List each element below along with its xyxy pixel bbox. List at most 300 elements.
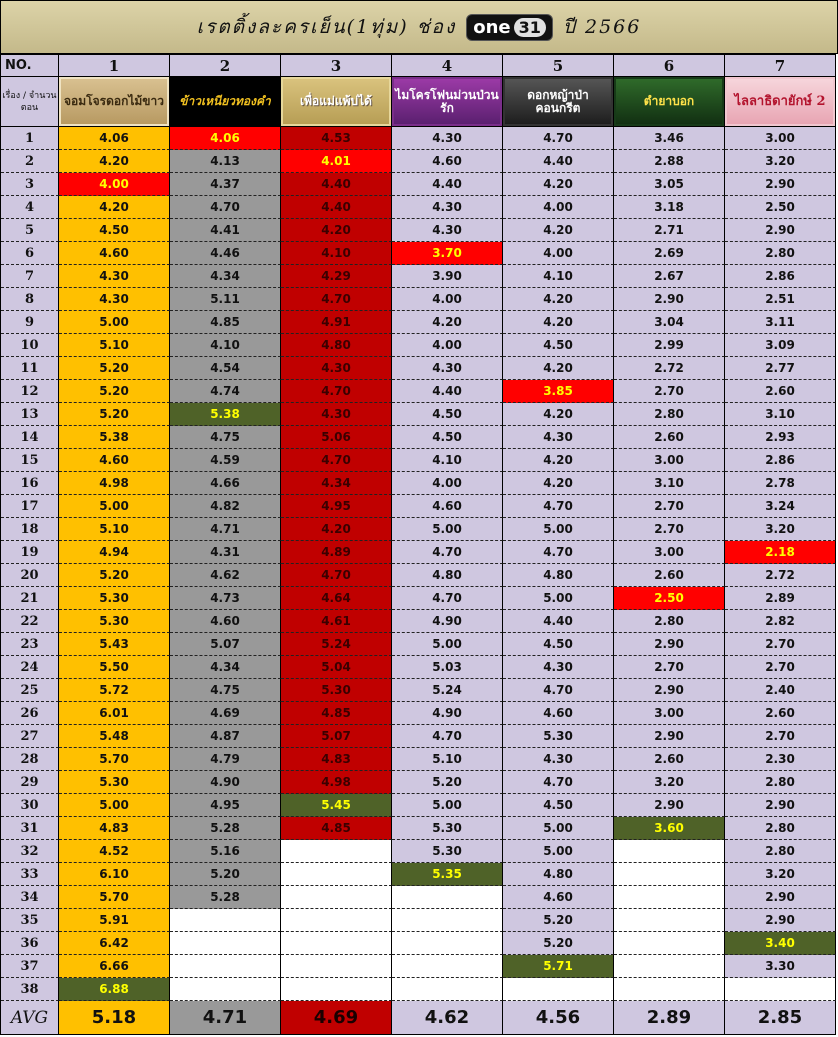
show-title-7: ไลลาธิดายักษ์ 2 [727, 79, 833, 124]
rating-cell: 4.90 [392, 610, 503, 633]
rating-cell: 4.34 [281, 472, 392, 495]
rating-cell: 4.85 [281, 817, 392, 840]
rating-cell: 4.70 [503, 127, 614, 150]
rating-cell: 2.80 [725, 771, 836, 794]
rating-cell: 4.30 [503, 748, 614, 771]
rating-cell: 5.28 [170, 817, 281, 840]
episode-number: 6 [1, 242, 59, 265]
rating-cell: 5.00 [503, 587, 614, 610]
column-number-3: 3 [281, 55, 392, 77]
episode-number: 36 [1, 932, 59, 955]
rating-cell: 4.34 [170, 265, 281, 288]
rating-cell: 3.30 [725, 955, 836, 978]
rating-cell: 4.60 [503, 702, 614, 725]
rating-cell: 3.70 [392, 242, 503, 265]
rating-cell: 2.90 [725, 794, 836, 817]
rating-cell: 4.75 [170, 426, 281, 449]
average-1: 5.18 [59, 1001, 170, 1035]
episode-number: 13 [1, 403, 59, 426]
rating-cell: 4.40 [392, 173, 503, 196]
show-title-6: ตำยาบอก [616, 79, 722, 124]
rating-cell: 4.20 [503, 173, 614, 196]
rating-cell: 4.10 [281, 242, 392, 265]
rating-cell: 2.86 [725, 265, 836, 288]
rating-cell: 2.90 [725, 219, 836, 242]
rating-cell: 2.90 [614, 679, 725, 702]
no-header: NO. [1, 55, 59, 77]
rating-cell: 6.42 [59, 932, 170, 955]
rating-cell: 4.30 [59, 265, 170, 288]
empty-cell [614, 955, 725, 978]
rating-cell: 5.43 [59, 633, 170, 656]
rating-cell: 5.11 [170, 288, 281, 311]
empty-cell [392, 932, 503, 955]
rating-cell: 2.80 [725, 840, 836, 863]
episode-count-label: เรื่อง / จำนวนตอน [1, 77, 59, 127]
rating-cell: 4.70 [392, 587, 503, 610]
rating-cell: 2.90 [725, 886, 836, 909]
column-number-6: 6 [614, 55, 725, 77]
episode-number: 16 [1, 472, 59, 495]
show-title-5: ดอกหญ้าป่าคอนกรีต [505, 79, 611, 124]
rating-cell: 2.90 [614, 725, 725, 748]
rating-cell: 6.01 [59, 702, 170, 725]
rating-cell: 4.80 [392, 564, 503, 587]
rating-cell: 4.83 [59, 817, 170, 840]
rating-cell: 2.80 [614, 403, 725, 426]
rating-cell: 2.18 [725, 541, 836, 564]
rating-cell: 4.64 [281, 587, 392, 610]
rating-cell: 3.05 [614, 173, 725, 196]
rating-cell: 4.60 [170, 610, 281, 633]
rating-cell: 5.00 [59, 311, 170, 334]
rating-cell: 2.90 [614, 794, 725, 817]
rating-cell: 2.70 [614, 495, 725, 518]
column-number-1: 1 [59, 55, 170, 77]
rating-cell: 4.10 [392, 449, 503, 472]
title-year: ปี 2566 [562, 16, 642, 38]
rating-cell: 4.80 [503, 863, 614, 886]
rating-cell: 5.00 [392, 794, 503, 817]
empty-cell [281, 909, 392, 932]
rating-cell: 2.50 [614, 587, 725, 610]
episode-number: 24 [1, 656, 59, 679]
rating-cell: 4.40 [281, 196, 392, 219]
rating-cell: 5.24 [392, 679, 503, 702]
episode-number: 38 [1, 978, 59, 1001]
rating-cell: 2.70 [725, 725, 836, 748]
episode-number: 5 [1, 219, 59, 242]
empty-cell [281, 863, 392, 886]
rating-cell: 5.04 [281, 656, 392, 679]
rating-cell: 5.48 [59, 725, 170, 748]
rating-cell: 5.20 [59, 380, 170, 403]
rating-cell: 2.93 [725, 426, 836, 449]
rating-cell: 2.70 [725, 656, 836, 679]
rating-cell: 4.98 [281, 771, 392, 794]
rating-cell: 4.70 [281, 380, 392, 403]
rating-cell: 4.20 [281, 518, 392, 541]
rating-table [0, 54, 836, 1035]
empty-cell [170, 978, 281, 1001]
rating-cell: 6.88 [59, 978, 170, 1001]
rating-cell: 5.10 [59, 518, 170, 541]
rating-cell: 4.75 [170, 679, 281, 702]
episode-number: 26 [1, 702, 59, 725]
rating-cell: 2.30 [725, 748, 836, 771]
episode-number: 33 [1, 863, 59, 886]
rating-cell: 2.70 [614, 380, 725, 403]
rating-cell: 4.00 [59, 173, 170, 196]
rating-cell: 4.60 [59, 242, 170, 265]
average-6: 2.89 [614, 1001, 725, 1035]
rating-cell: 2.89 [725, 587, 836, 610]
empty-cell [281, 978, 392, 1001]
episode-number: 34 [1, 886, 59, 909]
avg-label: AVG [1, 1001, 59, 1035]
rating-cell: 2.90 [725, 909, 836, 932]
rating-cell: 4.95 [170, 794, 281, 817]
show-title-2: ข้าวเหนียวทองคำ [172, 79, 278, 124]
empty-cell [614, 863, 725, 886]
rating-cell: 4.30 [392, 127, 503, 150]
rating-cell: 2.80 [614, 610, 725, 633]
rating-cell: 2.82 [725, 610, 836, 633]
rating-cell: 2.88 [614, 150, 725, 173]
rating-cell: 2.71 [614, 219, 725, 242]
rating-cell: 5.70 [59, 748, 170, 771]
empty-cell [281, 955, 392, 978]
rating-cell: 5.00 [392, 518, 503, 541]
rating-cell: 2.60 [725, 380, 836, 403]
rating-cell: 5.16 [170, 840, 281, 863]
rating-cell: 2.90 [725, 173, 836, 196]
rating-cell: 2.90 [614, 288, 725, 311]
rating-cell: 5.07 [170, 633, 281, 656]
rating-cell: 4.30 [59, 288, 170, 311]
rating-cell: 5.10 [392, 748, 503, 771]
average-5: 4.56 [503, 1001, 614, 1035]
title-text: เรตติ้งละครเย็น(1ทุ่ม) ช่อง [196, 16, 457, 38]
rating-cell: 4.50 [503, 794, 614, 817]
column-number-7: 7 [725, 55, 836, 77]
rating-cell: 5.00 [392, 633, 503, 656]
empty-cell [170, 932, 281, 955]
rating-cell: 4.70 [503, 771, 614, 794]
rating-cell: 4.30 [503, 426, 614, 449]
rating-cell: 4.70 [281, 564, 392, 587]
show-poster-7 [725, 77, 836, 127]
episode-number: 14 [1, 426, 59, 449]
rating-cell: 5.00 [503, 518, 614, 541]
rating-cell: 5.45 [281, 794, 392, 817]
rating-cell: 4.20 [503, 311, 614, 334]
rating-cell: 4.59 [170, 449, 281, 472]
rating-cell: 4.82 [170, 495, 281, 518]
empty-cell [614, 909, 725, 932]
rating-cell: 2.99 [614, 334, 725, 357]
empty-cell [392, 978, 503, 1001]
rating-cell: 4.20 [281, 219, 392, 242]
show-title-4: ไมโครโฟนม่วนป่วนรัก [394, 79, 500, 124]
rating-cell: 5.70 [59, 886, 170, 909]
rating-cell: 4.00 [503, 242, 614, 265]
rating-cell: 4.85 [170, 311, 281, 334]
rating-cell: 3.10 [614, 472, 725, 495]
show-poster-2 [170, 77, 281, 127]
rating-cell: 3.46 [614, 127, 725, 150]
rating-cell: 4.83 [281, 748, 392, 771]
episode-number: 8 [1, 288, 59, 311]
empty-cell [725, 978, 836, 1001]
rating-cell: 3.24 [725, 495, 836, 518]
rating-cell: 4.70 [392, 541, 503, 564]
rating-cell: 4.13 [170, 150, 281, 173]
rating-cell: 5.30 [59, 587, 170, 610]
episode-number: 4 [1, 196, 59, 219]
rating-cell: 4.98 [59, 472, 170, 495]
channel-logo-text: one [473, 16, 511, 38]
rating-cell: 3.04 [614, 311, 725, 334]
rating-cell: 2.60 [614, 748, 725, 771]
rating-cell: 4.66 [170, 472, 281, 495]
rating-cell: 5.20 [503, 909, 614, 932]
rating-cell: 4.10 [503, 265, 614, 288]
rating-cell: 2.40 [725, 679, 836, 702]
rating-cell: 4.34 [170, 656, 281, 679]
rating-cell: 5.00 [503, 840, 614, 863]
rating-cell: 4.70 [281, 288, 392, 311]
show-poster-1 [59, 77, 170, 127]
rating-cell: 4.30 [392, 219, 503, 242]
rating-cell: 4.30 [503, 656, 614, 679]
rating-cell: 2.69 [614, 242, 725, 265]
episode-number: 23 [1, 633, 59, 656]
empty-cell [170, 955, 281, 978]
empty-cell [614, 886, 725, 909]
rating-cell: 5.10 [59, 334, 170, 357]
rating-cell: 4.70 [392, 725, 503, 748]
rating-cell: 4.50 [392, 426, 503, 449]
rating-cell: 5.20 [59, 564, 170, 587]
rating-cell: 4.87 [170, 725, 281, 748]
empty-cell [503, 978, 614, 1001]
rating-cell: 4.40 [392, 380, 503, 403]
empty-cell [392, 955, 503, 978]
rating-cell: 3.00 [725, 127, 836, 150]
rating-cell: 3.11 [725, 311, 836, 334]
rating-cell: 4.73 [170, 587, 281, 610]
rating-cell: 4.20 [59, 196, 170, 219]
rating-cell: 4.20 [503, 403, 614, 426]
rating-cell: 3.20 [614, 771, 725, 794]
rating-cell: 2.67 [614, 265, 725, 288]
episode-number: 17 [1, 495, 59, 518]
rating-cell: 2.50 [725, 196, 836, 219]
episode-number: 9 [1, 311, 59, 334]
rating-cell: 4.94 [59, 541, 170, 564]
episode-number: 31 [1, 817, 59, 840]
episode-number: 29 [1, 771, 59, 794]
rating-cell: 2.72 [725, 564, 836, 587]
rating-cell: 4.06 [170, 127, 281, 150]
rating-cell: 4.85 [281, 702, 392, 725]
rating-cell: 4.62 [170, 564, 281, 587]
rating-cell: 2.72 [614, 357, 725, 380]
episode-number: 35 [1, 909, 59, 932]
rating-cell: 4.70 [503, 679, 614, 702]
episode-number: 11 [1, 357, 59, 380]
rating-cell: 4.40 [503, 610, 614, 633]
episode-number: 19 [1, 541, 59, 564]
rating-cell: 5.03 [392, 656, 503, 679]
rating-cell: 5.28 [170, 886, 281, 909]
rating-cell: 5.30 [59, 771, 170, 794]
rating-cell: 5.00 [503, 817, 614, 840]
rating-cell: 4.30 [281, 357, 392, 380]
average-7: 2.85 [725, 1001, 836, 1035]
rating-cell: 5.30 [392, 817, 503, 840]
rating-cell: 4.61 [281, 610, 392, 633]
title-bar [0, 0, 838, 54]
rating-cell: 4.20 [503, 219, 614, 242]
episode-number: 28 [1, 748, 59, 771]
channel-logo [466, 14, 553, 41]
rating-cell: 5.35 [392, 863, 503, 886]
rating-cell: 2.60 [725, 702, 836, 725]
episode-number: 37 [1, 955, 59, 978]
rating-cell: 5.50 [59, 656, 170, 679]
average-2: 4.71 [170, 1001, 281, 1035]
rating-cell: 4.70 [503, 541, 614, 564]
rating-cell: 5.30 [281, 679, 392, 702]
rating-cell: 2.70 [614, 656, 725, 679]
rating-cell: 4.06 [59, 127, 170, 150]
show-title-1: จอมโจรดอกไม้ขาว [61, 79, 167, 124]
rating-cell: 3.00 [614, 541, 725, 564]
show-poster-3 [281, 77, 392, 127]
rating-cell: 4.50 [503, 334, 614, 357]
rating-cell: 4.60 [392, 150, 503, 173]
rating-cell: 4.10 [170, 334, 281, 357]
channel-logo-number: 31 [514, 18, 546, 37]
rating-cell: 4.20 [503, 449, 614, 472]
rating-cell: 4.71 [170, 518, 281, 541]
rating-cell: 4.00 [392, 334, 503, 357]
episode-number: 3 [1, 173, 59, 196]
rating-cell: 2.51 [725, 288, 836, 311]
rating-cell: 2.78 [725, 472, 836, 495]
rating-cell: 5.20 [59, 403, 170, 426]
rating-cell: 3.00 [614, 449, 725, 472]
rating-cell: 4.30 [392, 196, 503, 219]
rating-cell: 2.70 [725, 633, 836, 656]
rating-cell: 4.41 [170, 219, 281, 242]
show-title-3: เพื่อแม่แพ้บ่ได้ [283, 79, 389, 124]
episode-number: 1 [1, 127, 59, 150]
rating-cell: 4.00 [392, 288, 503, 311]
rating-cell: 4.20 [503, 357, 614, 380]
rating-cell: 4.30 [281, 403, 392, 426]
rating-cell: 4.30 [392, 357, 503, 380]
rating-cell: 4.54 [170, 357, 281, 380]
rating-cell: 2.70 [614, 518, 725, 541]
episode-number: 20 [1, 564, 59, 587]
rating-cell: 4.46 [170, 242, 281, 265]
episode-number: 15 [1, 449, 59, 472]
rating-cell: 4.69 [170, 702, 281, 725]
rating-cell: 5.24 [281, 633, 392, 656]
rating-cell: 4.50 [392, 403, 503, 426]
rating-cell: 4.50 [59, 219, 170, 242]
rating-cell: 4.20 [59, 150, 170, 173]
rating-cell: 5.20 [170, 863, 281, 886]
rating-cell: 5.20 [59, 357, 170, 380]
rating-cell: 5.30 [392, 840, 503, 863]
episode-number: 10 [1, 334, 59, 357]
rating-cell: 2.60 [614, 426, 725, 449]
rating-cell: 3.00 [614, 702, 725, 725]
rating-cell: 4.90 [392, 702, 503, 725]
rating-cell: 4.74 [170, 380, 281, 403]
average-4: 4.62 [392, 1001, 503, 1035]
rating-cell: 3.20 [725, 518, 836, 541]
episode-number: 25 [1, 679, 59, 702]
rating-cell: 4.60 [392, 495, 503, 518]
episode-number: 22 [1, 610, 59, 633]
rating-cell: 2.77 [725, 357, 836, 380]
empty-cell [392, 886, 503, 909]
rating-cell: 4.53 [281, 127, 392, 150]
rating-cell: 3.40 [725, 932, 836, 955]
rating-cell: 5.38 [170, 403, 281, 426]
empty-cell [392, 909, 503, 932]
rating-cell: 4.20 [503, 472, 614, 495]
rating-cell: 4.70 [503, 495, 614, 518]
episode-number: 2 [1, 150, 59, 173]
rating-cell: 4.80 [503, 564, 614, 587]
show-poster-5 [503, 77, 614, 127]
rating-cell: 4.79 [170, 748, 281, 771]
rating-cell: 5.71 [503, 955, 614, 978]
rating-cell: 4.90 [170, 771, 281, 794]
rating-cell: 2.60 [614, 564, 725, 587]
rating-cell: 3.60 [614, 817, 725, 840]
rating-cell: 2.86 [725, 449, 836, 472]
average-3: 4.69 [281, 1001, 392, 1035]
episode-number: 18 [1, 518, 59, 541]
rating-cell: 4.37 [170, 173, 281, 196]
show-poster-4 [392, 77, 503, 127]
episode-number: 21 [1, 587, 59, 610]
rating-cell: 4.60 [503, 886, 614, 909]
empty-cell [614, 932, 725, 955]
episode-number: 30 [1, 794, 59, 817]
rating-cell: 6.10 [59, 863, 170, 886]
rating-cell: 5.91 [59, 909, 170, 932]
rating-cell: 3.90 [392, 265, 503, 288]
episode-number: 32 [1, 840, 59, 863]
column-number-2: 2 [170, 55, 281, 77]
rating-cell: 5.07 [281, 725, 392, 748]
rating-cell: 5.20 [392, 771, 503, 794]
column-number-4: 4 [392, 55, 503, 77]
rating-cell: 4.01 [281, 150, 392, 173]
rating-cell: 2.80 [725, 817, 836, 840]
rating-cell: 4.00 [503, 196, 614, 219]
rating-cell: 5.30 [503, 725, 614, 748]
rating-cell: 4.60 [59, 449, 170, 472]
